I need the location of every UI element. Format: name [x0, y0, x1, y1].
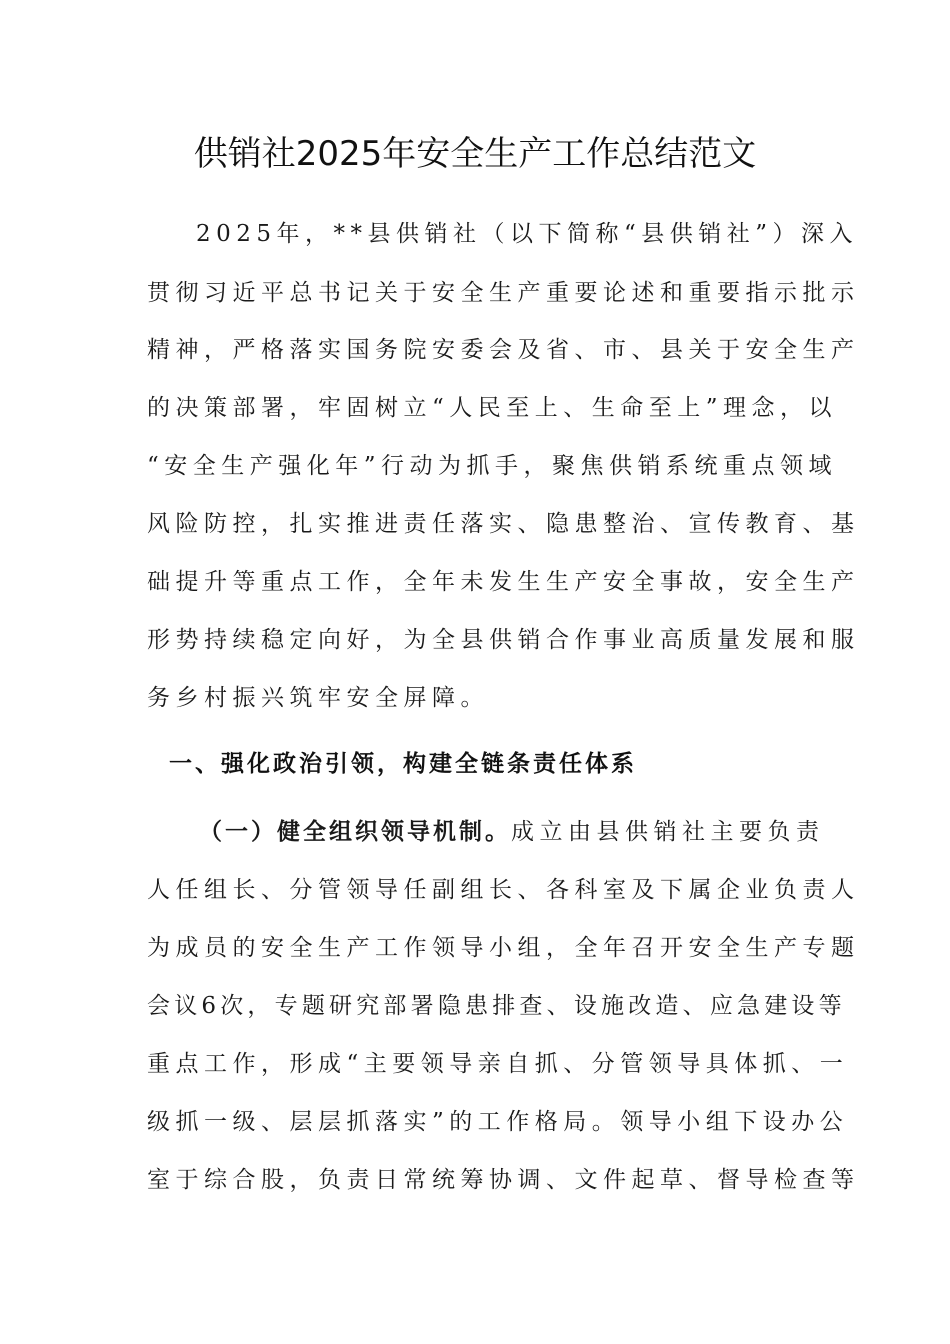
paragraph-line: 精神，严格落实国务院安委会及省、市、县关于安全生产 — [147, 337, 860, 363]
paragraph-line: 2025年，**县供销社（以下简称“县供销社”）深入 — [196, 221, 859, 247]
paragraph-line: 会议6次，专题研究部署隐患排查、设施改造、应急建设等 — [147, 993, 846, 1019]
paragraph-line: 的决策部署，牢固树立“人民至上、生命至上”理念，以 — [147, 395, 838, 421]
paragraph-line: 级抓一级、层层抓落实”的工作格局。领导小组下设办公 — [147, 1109, 849, 1135]
paragraph-line: 重点工作，形成“主要领导亲自抓、分管领导具体抓、一 — [147, 1051, 849, 1077]
paragraph-line: 形势持续稳定向好，为全县供销合作事业高质量发展和服 — [147, 627, 860, 653]
subsection-heading: （一）健全组织领导机制。 — [199, 819, 511, 845]
paragraph-line: 础提升等重点工作，全年未发生生产安全事故，安全生产 — [147, 569, 860, 595]
subsection-first-line — [199, 812, 825, 852]
subsection-first-text: 成立由县供销社主要负责 — [511, 819, 825, 845]
paragraph-line: 室于综合股，负责日常统筹协调、文件起草、督导检查等 — [147, 1167, 860, 1193]
paragraph-line: 人任组长、分管领导任副组长、各科室及下属企业负责人 — [147, 877, 860, 903]
document-title: 供销社2025年安全生产工作总结范文 — [193, 134, 757, 174]
paragraph-line: 贯彻习近平总书记关于安全生产重要论述和重要指示批示 — [147, 280, 860, 306]
paragraph-line: 为成员的安全生产工作领导小组，全年召开安全生产专题 — [147, 935, 860, 961]
paragraph-line: 风险防控，扎实推进责任落实、隐患整治、宣传教育、基 — [147, 511, 860, 537]
paragraph-line: “安全生产强化年”行动为抓手，聚焦供销系统重点领域 — [147, 453, 838, 479]
paragraph-line: 务乡村振兴筑牢安全屏障。 — [147, 685, 489, 711]
section-heading: 一、强化政治引领，构建全链条责任体系 — [169, 751, 637, 777]
